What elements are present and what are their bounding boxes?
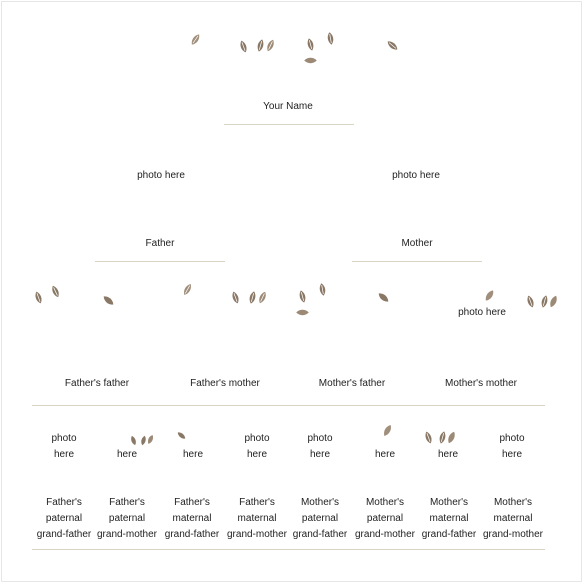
photo-placeholder: photo here xyxy=(307,433,333,460)
leaf-icon xyxy=(296,308,309,317)
great-grandparent-label: Mother's paternal grand-mother xyxy=(354,497,416,540)
great-grandparent-label: Father's paternal grand-mother xyxy=(96,497,158,540)
photo-placeholder: photo here xyxy=(244,433,270,460)
your-name-label: Your Name xyxy=(263,101,313,112)
photo-placeholder-mother: photo here xyxy=(392,170,440,181)
father-label: Father xyxy=(145,238,175,249)
photo-placeholder-father: photo here xyxy=(137,170,185,181)
photo-placeholder: photo here xyxy=(51,433,77,460)
leaf-icon xyxy=(304,56,317,65)
grandparent-label: Father's father xyxy=(64,378,130,389)
photo-placeholder: here xyxy=(437,449,459,460)
photo-placeholder: here xyxy=(116,449,138,460)
partial-photo-label: photo here xyxy=(458,307,506,318)
photo-placeholder: here xyxy=(374,449,396,460)
mother-label: Mother xyxy=(401,238,433,249)
divider xyxy=(95,261,225,262)
divider xyxy=(224,124,354,125)
great-grandparent-label: Father's paternal grand-father xyxy=(36,497,92,540)
grandparent-label: Mother's father xyxy=(318,378,386,389)
great-grandparent-label: Father's maternal grand-father xyxy=(164,497,220,540)
photo-placeholder: here xyxy=(182,449,204,460)
great-grandparent-label: Mother's maternal grand-father xyxy=(421,497,477,540)
great-grandparent-label: Mother's paternal grand-father xyxy=(292,497,348,540)
grandparent-label: Father's mother xyxy=(190,378,260,389)
photo-placeholder: photo here xyxy=(499,433,525,460)
divider xyxy=(32,549,545,550)
great-grandparent-label: Father's maternal grand-mother xyxy=(226,497,288,540)
divider xyxy=(32,405,545,406)
divider xyxy=(352,261,482,262)
great-grandparent-label: Mother's maternal grand-mother xyxy=(482,497,544,540)
grandparent-label: Mother's mother xyxy=(445,378,517,389)
